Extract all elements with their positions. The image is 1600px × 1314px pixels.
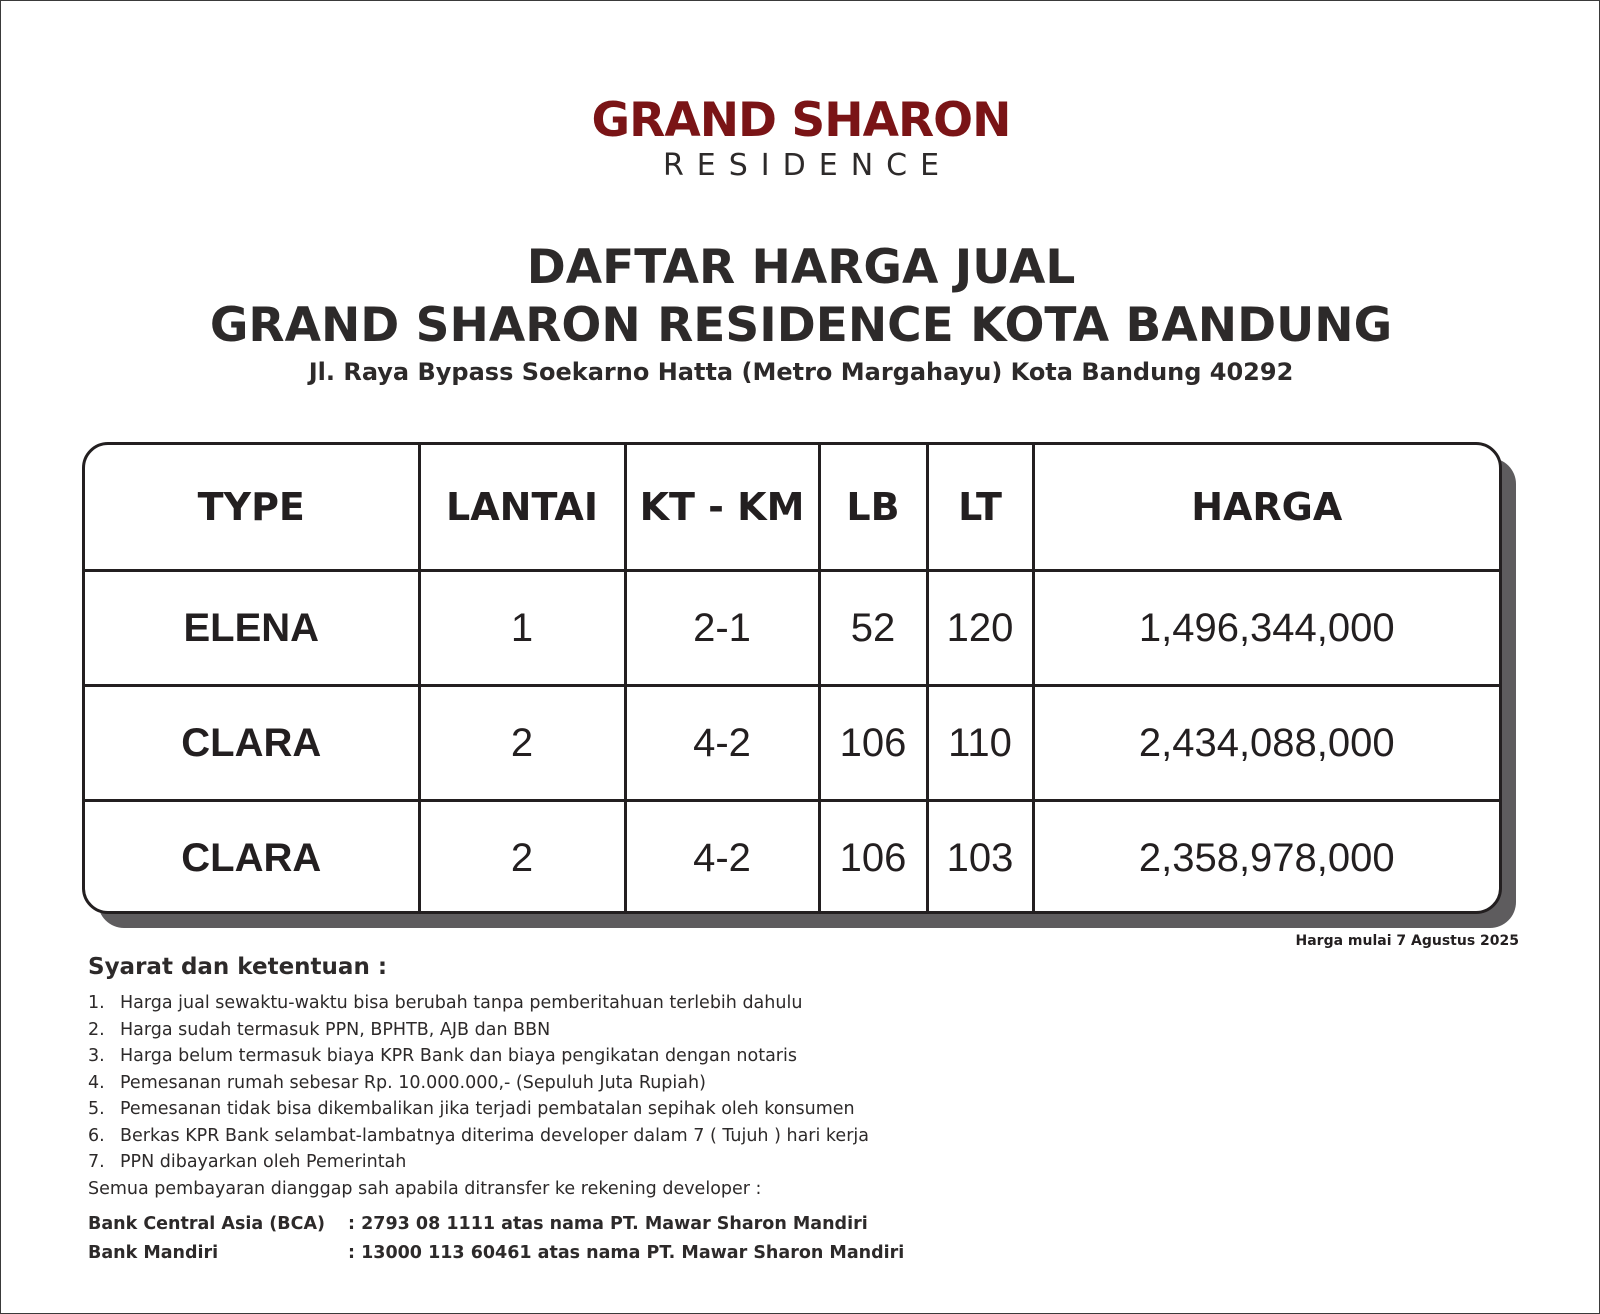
item-number: 1. <box>88 993 105 1013</box>
address: Jl. Raya Bypass Soekarno Hatta (Metro Margahayu) Kota Bandung 40292 <box>308 358 1294 386</box>
column-header-type: TYPE <box>85 445 419 571</box>
payment-note: Semua pembayaran dianggap sah apabila ditransfer ke rekening developer : <box>88 1178 762 1199</box>
page-subtitle: GRAND SHARON RESIDENCE KOTA BANDUNG <box>209 298 1393 353</box>
cell-type: CLARA <box>85 686 419 801</box>
item-text: Harga belum termasuk biaya KPR Bank dan biaya pengikatan dengan notaris <box>120 1046 797 1066</box>
item-text: Berkas KPR Bank selambat-lambatnya diterima developer dalam 7 ( Tujuh ) hari kerja <box>120 1125 869 1146</box>
item-text: Pemesanan rumah sebesar Rp. 10.000.000,- (Sepuluh Juta Rupiah) <box>120 1072 706 1093</box>
cell-lb: 106 <box>819 686 927 801</box>
cell-harga: 2,434,088,000 <box>1033 686 1499 801</box>
cell-harga: 2,358,978,000 <box>1138 835 1395 880</box>
bank-detail: : 2793 08 1111 atas nama PT. Mawar Sharon Mandiri <box>348 1214 868 1234</box>
column-header-lt: LT <box>927 445 1033 571</box>
cell-lantai: 2 <box>419 686 625 801</box>
cell-lantai: 1 <box>419 571 625 686</box>
bank-accounts <box>88 1210 1288 1268</box>
cell-kt-km: 2-1 <box>625 571 819 686</box>
cell-harga: 1,496,344,000 <box>1033 571 1499 686</box>
item-number: 4. <box>88 1072 105 1093</box>
item-text: Harga jual sewaktu-waktu bisa berubah tanpa pemberitahuan terlebih dahulu <box>120 993 803 1013</box>
table-row <box>85 801 1499 915</box>
column-header-harga: HARGA <box>1033 445 1499 571</box>
column-header-lantai: LANTAI <box>419 445 625 571</box>
item-number: 3. <box>88 1046 105 1066</box>
item-number: 5. <box>88 1099 105 1119</box>
item-number: 7. <box>88 1152 105 1172</box>
cell-lb: 106 <box>819 801 927 915</box>
logo-main-text: GRAND SHARON <box>591 93 1011 148</box>
bank-name: Bank Mandiri <box>88 1243 219 1263</box>
page-title: DAFTAR HARGA JUAL <box>526 240 1076 295</box>
table-header-row <box>85 445 1499 571</box>
cell-type: CLARA <box>85 801 419 915</box>
list-item <box>88 1096 1288 1123</box>
column-header-kt-km: KT - KM <box>625 445 819 571</box>
terms-title: Syarat dan ketentuan : <box>88 954 388 980</box>
item-number: 2. <box>88 1019 105 1040</box>
table-row <box>85 686 1499 801</box>
terms-section <box>88 954 1288 1268</box>
price-table-container <box>82 442 1502 914</box>
brand-logo <box>1 93 1600 183</box>
price-table <box>85 445 1499 914</box>
cell-kt-km: 4-2 <box>625 801 819 915</box>
table-row <box>85 571 1499 686</box>
item-text: Pemesanan tidak bisa dikembalikan jika terjadi pembatalan sepihak oleh konsumen <box>120 1099 855 1119</box>
list-item <box>88 990 1288 1017</box>
cell-lt: 103 <box>927 801 1033 915</box>
bank-name: Bank Central Asia (BCA) <box>88 1214 325 1234</box>
terms-list <box>88 990 1288 1176</box>
bank-detail: : 13000 113 60461 atas nama PT. Mawar Sharon Mandiri <box>348 1243 905 1263</box>
page-header <box>1 239 1600 389</box>
bank-account-bca <box>88 1210 1288 1239</box>
list-item <box>88 1149 1288 1176</box>
price-effective-date: Harga mulai 7 Agustus 2025 <box>1295 933 1519 949</box>
cell-lantai: 2 <box>419 801 625 915</box>
column-header-lb: LB <box>819 445 927 571</box>
list-item <box>88 1070 1288 1097</box>
logo-sub-text: RESIDENCE <box>662 148 953 183</box>
cell-kt-km: 4-2 <box>625 686 819 801</box>
cell-lt: 120 <box>927 571 1033 686</box>
cell-lb: 52 <box>819 571 927 686</box>
cell-lt: 110 <box>927 686 1033 801</box>
item-text: PPN dibayarkan oleh Pemerintah <box>120 1152 407 1172</box>
list-item <box>88 1123 1288 1150</box>
list-item <box>88 1043 1288 1070</box>
list-item <box>88 1017 1288 1044</box>
item-text: Harga sudah termasuk PPN, BPHTB, AJB dan BBN <box>120 1019 551 1040</box>
item-number: 6. <box>88 1125 105 1146</box>
bank-account-mandiri <box>88 1239 1288 1268</box>
cell-type: ELENA <box>85 571 419 686</box>
